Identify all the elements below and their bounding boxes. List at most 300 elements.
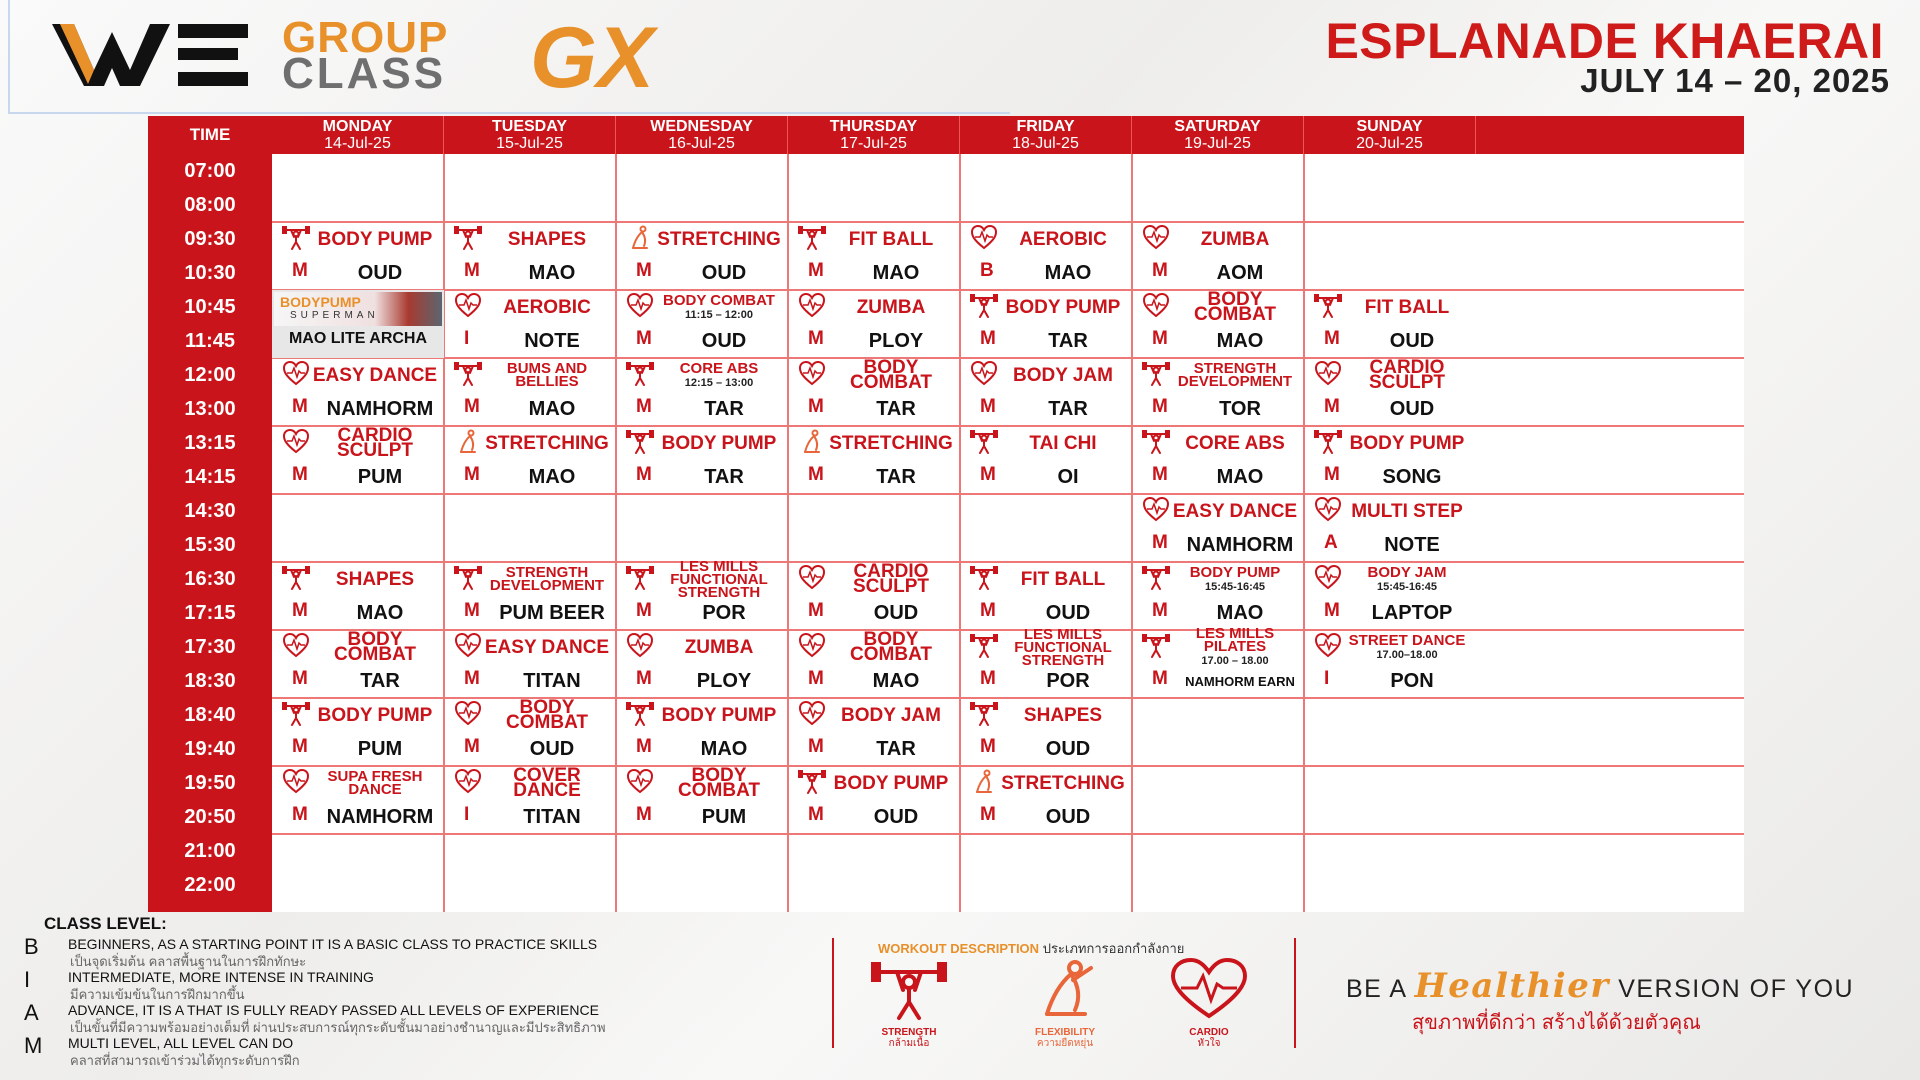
tagline-post: VERSION OF YOU [1609, 975, 1855, 1003]
empty-cell [960, 494, 1132, 562]
instructor-name: MAO [1216, 601, 1264, 624]
empty-cell [1304, 766, 1476, 834]
class-name-text: CARDIO SCULPT [853, 561, 929, 597]
empty-cell [1304, 222, 1476, 290]
time-label: 20:50 [184, 805, 236, 828]
instructor-name: NAMHORM [326, 397, 434, 420]
time-label: 10:45 [184, 295, 236, 318]
class-time: 17.00 – 18.00 [1201, 655, 1269, 667]
class-name-text: BODY PUMP [833, 772, 949, 794]
class-level: M [1324, 464, 1340, 485]
class-time: 12:15 – 13:00 [684, 376, 754, 389]
promo-cell [272, 290, 444, 358]
tagline-pre: BE A [1346, 975, 1415, 1003]
class-name [1166, 562, 1304, 596]
level-row [24, 934, 830, 969]
promo-subtitle: SUPERMAN [290, 310, 379, 321]
time-label: 14:15 [184, 465, 236, 488]
instructor-name: MAO [528, 465, 576, 488]
venue-title: ESPLANADE KHAERAI [1325, 13, 1884, 69]
class-name-text: STRETCHING [829, 432, 953, 454]
class-level: M [980, 736, 996, 757]
class-name [1338, 494, 1476, 528]
class-name [1338, 426, 1476, 460]
class-name-text: AEROBIC [1019, 228, 1107, 250]
class-level: M [292, 600, 308, 621]
class-level: M [980, 464, 996, 485]
class-cell [1132, 426, 1304, 494]
class-level: M [808, 464, 824, 485]
class-level: M [464, 736, 480, 757]
class-name-text: MULTI STEP [1351, 500, 1463, 522]
instructor-name: TITAN [523, 669, 581, 692]
class-name [1166, 290, 1304, 324]
time-label: 21:00 [184, 839, 236, 862]
instructor-name: PUM BEER [499, 601, 605, 624]
day-date: 19-Jul-25 [1184, 135, 1251, 152]
class-name-text: FIT BALL [848, 228, 934, 250]
day-header [272, 116, 444, 154]
class-name [478, 358, 616, 392]
empty-cell [960, 834, 1132, 902]
day-name: SUNDAY [1356, 118, 1423, 135]
class-level: M [808, 736, 824, 757]
time-label: 11:45 [184, 329, 236, 352]
class-level: M [980, 804, 996, 825]
instructor-name: PLOY [868, 329, 924, 352]
day-header [1304, 116, 1476, 154]
class-level: M [292, 668, 308, 689]
class-cell [616, 698, 788, 766]
level-desc-th: เป็นจุดเริ่มต้น คลาสพื้นฐานในการฝึกทักษะ [70, 954, 307, 969]
time-label: 19:40 [184, 737, 236, 760]
class-cell [788, 562, 960, 630]
empty-cell [616, 494, 788, 562]
day-header [616, 116, 788, 154]
class-level: M [636, 328, 652, 349]
class-name-text: CORE ABS [679, 359, 759, 377]
instructor-name: MAO [1216, 329, 1264, 352]
class-name [994, 358, 1132, 392]
class-name-text: BODY COMBAT [850, 357, 932, 393]
class-name-text: TAI CHI [1029, 432, 1097, 454]
class-level: M [292, 260, 308, 281]
instructor-name: OUD [873, 601, 919, 624]
class-cell [1132, 562, 1304, 630]
workout-sub: กล้ามเนื้อ [888, 1038, 930, 1049]
class-name-text: STRETCHING [1001, 772, 1125, 794]
class-name [650, 358, 788, 392]
class-level: M [636, 804, 652, 825]
class-name [1338, 630, 1476, 664]
level-desc-th: มีความเข้มข้นในการฝึกมากขึ้น [70, 987, 245, 1002]
class-cell [960, 562, 1132, 630]
instructor-name: MAO [872, 261, 920, 284]
class-level: M [808, 396, 824, 417]
time-label: 10:30 [184, 261, 236, 284]
class-name [306, 426, 444, 460]
class-cell [788, 290, 960, 358]
class-level: M [1152, 464, 1168, 485]
class-level: M [1152, 532, 1168, 553]
day-header [960, 116, 1132, 154]
day-date: 16-Jul-25 [668, 135, 735, 152]
class-name-text: BODY PUMP [1349, 432, 1465, 454]
class-name-text: LES MILLS FUNCTIONAL STRENGTH [1014, 625, 1112, 669]
schedule-grid [148, 116, 1744, 912]
class-name [822, 290, 960, 324]
class-name-text: EASY DANCE [312, 364, 438, 386]
level-letter: B [24, 934, 39, 959]
class-cell [788, 358, 960, 426]
class-level: M [980, 668, 996, 689]
class-level: M [980, 600, 996, 621]
class-name-text: SHAPES [335, 568, 415, 590]
class-name [478, 562, 616, 596]
instructor-name: TAR [876, 465, 916, 488]
bodypump-promo-banner [272, 290, 444, 358]
level-letter: M [24, 1033, 43, 1058]
instructor-name: SONG [1382, 465, 1442, 488]
instructor-name: NAMHORM [326, 805, 434, 828]
class-level: M [1324, 328, 1340, 349]
class-name [478, 290, 616, 324]
class-level: M [292, 804, 308, 825]
instructor-name: OUD [1045, 805, 1091, 828]
class-cell [272, 358, 444, 426]
promo-title: BODYPUMP [280, 294, 361, 310]
workout-description [832, 938, 1296, 1048]
class-name [650, 290, 788, 324]
class-cell [1132, 358, 1304, 426]
class-name-text: EASY DANCE [484, 636, 610, 658]
tagline [1346, 966, 1854, 1006]
class-name [822, 358, 960, 392]
tagline-thai: สุขภาพที่ดีกว่า สร้างได้ด้วยตัวคุณ [1412, 1012, 1701, 1034]
instructor-name: NOTE [1384, 533, 1440, 556]
class-name [994, 562, 1132, 596]
workout-cap: CARDIO [1189, 1027, 1229, 1038]
class-cell [616, 426, 788, 494]
day-header [1132, 116, 1304, 154]
instructor-name: MAO [872, 669, 920, 692]
class-name-text: BODY COMBAT [850, 629, 932, 665]
day-name: THURSDAY [829, 118, 918, 135]
class-name [306, 222, 444, 256]
class-name-text: BODY COMBAT [1194, 289, 1276, 325]
class-level: M [980, 396, 996, 417]
level-row [24, 1033, 830, 1068]
class-level: M [636, 464, 652, 485]
instructor-name: MAO [356, 601, 404, 624]
class-cell [960, 625, 1132, 698]
instructor-name: PUM [357, 465, 403, 488]
class-level: M [1324, 396, 1340, 417]
class-name-text: BODY COMBAT [663, 291, 775, 309]
time-label: 14:30 [184, 499, 236, 522]
class-level: M [808, 804, 824, 825]
class-cell [1304, 290, 1476, 358]
class-level: M [636, 668, 652, 689]
instructor-name: TITAN [523, 805, 581, 828]
instructor-name: OUD [1389, 329, 1435, 352]
class-name-text: STREET DANCE [1348, 631, 1466, 649]
instructor-name: NAMHORM [1186, 533, 1294, 556]
class-cell [272, 698, 444, 766]
empty-cell [272, 494, 444, 562]
class-level: M [464, 600, 480, 621]
instructor-name: TAR [1048, 329, 1088, 352]
time-label: 12:00 [184, 363, 236, 386]
class-level: M [464, 668, 480, 689]
level-desc-en: ADVANCE, IT IS A THAT IS FULLY READY PASSED ALL LEVELS OF EXPERIENCE [68, 1002, 599, 1018]
class-name-text: BODY PUMP [317, 704, 433, 726]
instructor-name: MAO [700, 737, 748, 760]
class-name-text: STRENGTH DEVELOPMENT [1177, 360, 1293, 390]
level-desc-th: เป็นขั้นที่มีความพร้อมอย่างเต็มที่ ผ่านประสบการณ์ทุกระดับชั้นมาอย่างชำนาญและมีประสิทธิภาพ [70, 1020, 606, 1035]
instructor-name: MAO [528, 397, 576, 420]
instructor-name: MAO [1044, 261, 1092, 284]
class-level: M [1324, 600, 1340, 621]
instructor-name: OUD [529, 737, 575, 760]
logo-class-text: CLASS [282, 49, 447, 98]
instructor-name: MAO [1216, 465, 1264, 488]
class-cell [1304, 426, 1476, 494]
day-date: 20-Jul-25 [1356, 135, 1423, 152]
time-label: 09:30 [184, 227, 236, 250]
schedule-body [272, 154, 1744, 912]
class-name-text: STRETCHING [485, 432, 609, 454]
class-name [1338, 290, 1476, 324]
class-name [650, 557, 788, 601]
class-cell [444, 426, 616, 494]
class-cell [788, 766, 960, 834]
date-range: JULY 14 – 20, 2025 [1580, 62, 1890, 99]
class-name-text: BUMS AND BELLIES [506, 360, 588, 390]
class-level: M [808, 328, 824, 349]
empty-cell [272, 834, 444, 902]
class-name [822, 562, 960, 596]
class-name [1338, 562, 1476, 596]
class-name-text: BODY JAM [1013, 364, 1113, 386]
instructor-name: POR [1046, 669, 1090, 692]
class-level: I [464, 804, 470, 825]
class-level: M [1152, 600, 1168, 621]
class-level: M [808, 260, 824, 281]
strength-icon [869, 958, 949, 1022]
instructor-name: POR [702, 601, 746, 624]
class-cell [1132, 222, 1304, 290]
day-date: 17-Jul-25 [840, 135, 907, 152]
time-label: 22:00 [184, 873, 236, 896]
class-cell [444, 358, 616, 426]
class-level: M [980, 328, 996, 349]
day-name: SATURDAY [1174, 118, 1261, 135]
class-name [1166, 625, 1304, 667]
class-level: M [292, 464, 308, 485]
class-name [650, 698, 788, 732]
class-name [306, 358, 444, 392]
class-name-text: SHAPES [1023, 704, 1103, 726]
group-class-logo [282, 13, 449, 98]
class-level: M [292, 396, 308, 417]
time-label: 13:00 [184, 397, 236, 420]
class-name-text: LES MILLS PILATES [1195, 625, 1275, 655]
class-time: 15:45-16:45 [1205, 580, 1265, 593]
class-name [1166, 426, 1304, 460]
class-cell [788, 698, 960, 766]
class-name-text: STRENGTH DEVELOPMENT [489, 564, 605, 594]
class-time: 17.00–18.00 [1376, 648, 1438, 661]
class-cell [788, 222, 960, 290]
class-level: M [464, 396, 480, 417]
class-name [994, 290, 1132, 324]
class-cell [960, 222, 1132, 290]
class-level: M [1152, 396, 1168, 417]
class-name [478, 222, 616, 256]
instructor-name: TAR [876, 737, 916, 760]
promo-instructor: MAO LITE ARCHA [288, 330, 428, 347]
level-letter: A [24, 1000, 39, 1025]
class-level: M [464, 464, 480, 485]
day-date: 14-Jul-25 [324, 135, 391, 152]
class-cell [1132, 494, 1304, 562]
class-name [306, 630, 444, 664]
flexibility-icon [1025, 958, 1105, 1022]
day-date: 15-Jul-25 [496, 135, 563, 152]
class-name-text: BODY COMBAT [678, 765, 760, 801]
day-name: MONDAY [322, 118, 393, 135]
class-name [994, 625, 1132, 669]
workout-sub: ความยืดหยุ่น [1036, 1038, 1094, 1049]
class-name-text: BODY PUMP [1189, 563, 1281, 581]
class-name [822, 698, 960, 732]
logo-group-text: GROUP [282, 13, 449, 62]
class-level: M [1152, 668, 1168, 689]
class-name-text: SUPA FRESH DANCE [327, 768, 423, 798]
instructor-name: PUM [357, 737, 403, 760]
class-cell [272, 426, 444, 494]
class-name-text: CORE ABS [1185, 432, 1285, 454]
time-column [148, 116, 272, 912]
class-cell [272, 766, 444, 834]
class-cell [960, 698, 1132, 766]
time-label: 15:30 [184, 533, 236, 556]
class-name-text: BODY JAM [1367, 563, 1447, 581]
cardio-icon [1169, 958, 1249, 1022]
class-level: M [808, 600, 824, 621]
level-desc-en: INTERMEDIATE, MORE INTENSE IN TRAINING [68, 969, 374, 985]
class-name-text: ZUMBA [684, 636, 754, 658]
class-cell [272, 562, 444, 630]
time-label: 13:15 [184, 431, 236, 454]
level-letter: I [24, 967, 31, 992]
time-label: 08:00 [184, 193, 236, 216]
class-cell [616, 766, 788, 834]
instructor-name: NAMHORM EARN [1185, 673, 1295, 689]
class-name-text: BODY COMBAT [506, 697, 588, 733]
class-cell [788, 426, 960, 494]
time-label: 07:00 [184, 159, 236, 182]
instructor-name: OUD [1045, 737, 1091, 760]
instructor-name: OUD [1389, 397, 1435, 420]
class-level: I [1324, 668, 1330, 689]
instructor-name: OUD [357, 261, 403, 284]
class-name [306, 766, 444, 800]
class-time: 15:45-16:45 [1377, 580, 1437, 593]
class-level: M [292, 736, 308, 757]
class-cell [444, 290, 616, 358]
class-level: M [636, 736, 652, 757]
class-name-text: BODY COMBAT [334, 629, 416, 665]
empty-cell [616, 834, 788, 902]
empty-cell [788, 834, 960, 902]
level-desc-en: MULTI LEVEL, ALL LEVEL CAN DO [68, 1035, 294, 1051]
class-level-title: CLASS LEVEL: [44, 914, 167, 933]
instructor-name: OI [1057, 465, 1079, 488]
class-cell [1304, 562, 1476, 630]
class-name [994, 426, 1132, 460]
class-name-text: FIT BALL [1364, 296, 1450, 318]
instructor-name: TAR [704, 397, 744, 420]
class-name [994, 766, 1132, 800]
instructor-name: PON [1390, 669, 1434, 692]
class-name-text: BODY PUMP [661, 432, 777, 454]
workout-title [878, 938, 1184, 959]
class-name-text: BODY PUMP [661, 704, 777, 726]
class-name-text: CARDIO SCULPT [337, 425, 413, 461]
class-cell [1132, 290, 1304, 358]
class-level: A [1324, 532, 1338, 553]
class-level: M [1152, 260, 1168, 281]
class-cell [960, 766, 1132, 834]
class-name-text: CARDIO SCULPT [1369, 357, 1445, 393]
tagline-highlight: Healthier [1414, 966, 1610, 1006]
class-level: B [980, 260, 994, 281]
workout-cap: STRENGTH [881, 1027, 937, 1038]
class-time: 11:15 – 12:00 [685, 308, 753, 321]
class-cell [444, 222, 616, 290]
empty-cell [1304, 698, 1476, 766]
class-cell [616, 290, 788, 358]
class-name-text: ZUMBA [1200, 228, 1270, 250]
class-cell [444, 698, 616, 766]
instructor-name: PUM [701, 805, 747, 828]
class-name-text: LES MILLS FUNCTIONAL STRENGTH [670, 557, 768, 601]
class-level: M [808, 668, 824, 689]
class-name-text: BODY PUMP [317, 228, 433, 250]
day-header [788, 116, 960, 154]
class-cell [960, 290, 1132, 358]
class-name [1166, 222, 1304, 256]
class-name [650, 766, 788, 800]
class-cell [444, 630, 616, 698]
class-cell [960, 358, 1132, 426]
instructor-name: LAPTOP [1371, 601, 1453, 624]
time-header: TIME [189, 125, 231, 144]
class-name-text: BODY JAM [841, 704, 941, 726]
class-name [650, 426, 788, 460]
workout-sub: หัวใจ [1197, 1038, 1221, 1049]
we-logo-icon [52, 14, 252, 92]
class-name [994, 222, 1132, 256]
time-label: 19:50 [184, 771, 236, 794]
workout-cardio [1154, 958, 1264, 1049]
empty-cell [788, 494, 960, 562]
day-header-row [272, 116, 1744, 154]
level-row [24, 967, 830, 1002]
empty-cell [1132, 766, 1304, 834]
